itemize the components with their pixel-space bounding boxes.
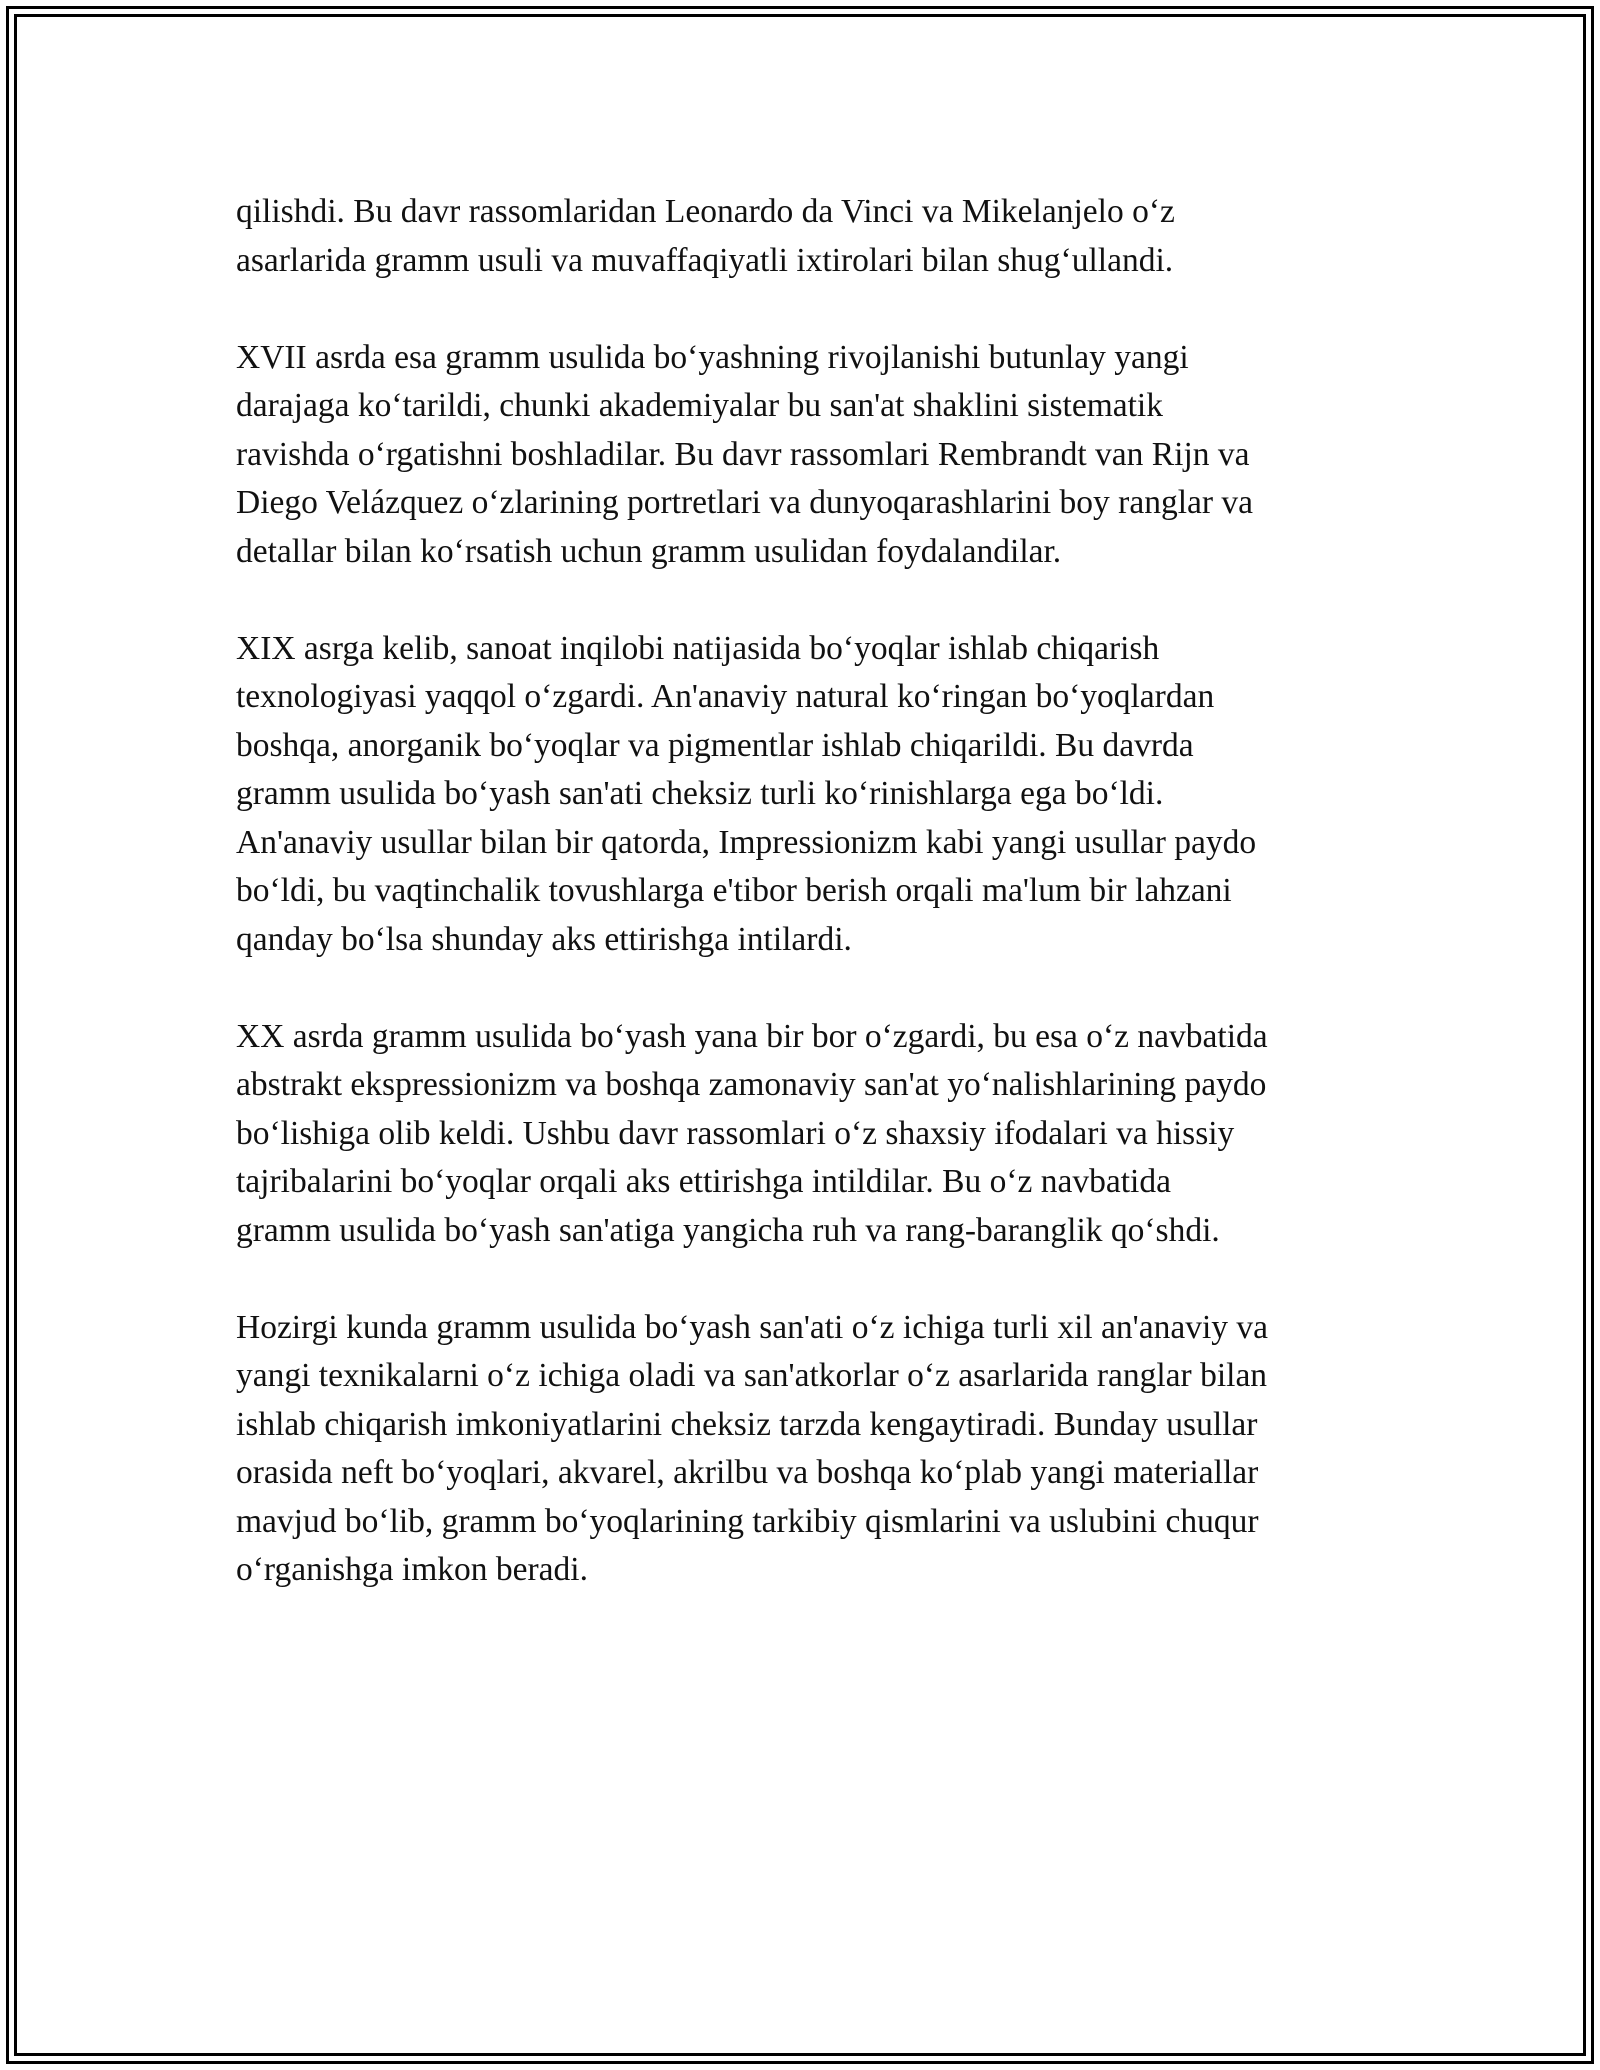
paragraph-2	[236, 334, 1376, 577]
text-line: qilishdi. Bu davr rassomlaridan Leonardo da Vinci va Mikelanjelo o‘z	[236, 193, 1175, 230]
text-line: gramm usulida bo‘yash san'ati cheksiz turli ko‘rinishlarga ega bo‘ldi.	[236, 775, 1164, 812]
text-line: An'anaviy usullar bilan bir qatorda, Impressionizm kabi yangi usullar paydo	[236, 823, 1257, 861]
text-line: o‘rganishga imkon beradi.	[236, 1551, 588, 1588]
text-line: orasida neft bo‘yoqlari, akvarel, akrilbu va boshqa ko‘plab yangi materiallar	[236, 1454, 1259, 1491]
text-line: bo‘ldi, bu vaqtinchalik tovushlarga e'tibor berish orqali ma'lum bir lahzani	[236, 872, 1232, 909]
paragraph-1	[236, 188, 1376, 285]
text-line: ishlab chiqarish imkoniyatlarini cheksiz tarzda kengaytiradi. Bunday usullar	[236, 1405, 1258, 1443]
text-line: detallar bilan ko‘rsatish uchun gramm usulidan foydalandilar.	[236, 532, 1062, 570]
document-body	[236, 188, 1376, 1643]
text-line: qanday bo‘lsa shunday aks ettirishga intilardi.	[236, 920, 852, 958]
paragraph-5	[236, 1304, 1376, 1595]
text-line: asarlarida gramm usuli va muvaffaqiyatli ixtirolari bilan shug‘ullandi.	[236, 241, 1174, 279]
text-line: yangi texnikalarni o‘z ichiga oladi va san'atkorlar o‘z asarlarida ranglar bilan	[236, 1357, 1268, 1394]
text-line: Diego Velázquez o‘zlarining portretlari va dunyoqarashlarini boy ranglar va	[236, 484, 1254, 521]
text-line: mavjud bo‘lib, gramm bo‘yoqlarining tarkibiy qismlarini va uslubini chuqur	[236, 1502, 1259, 1540]
text-line: darajaga ko‘tarildi, chunki akademiyalar bu san'at shaklini sistematik	[236, 387, 1163, 424]
text-line: gramm usulida bo‘yash san'atiga yangicha ruh va rang-baranglik qo‘shdi.	[236, 1211, 1220, 1249]
text-line: bo‘lishiga olib keldi. Ushbu davr rassomlari o‘z shaxsiy ifodalari va hissiy	[236, 1114, 1235, 1152]
text-line: texnologiyasi yaqqol o‘zgardi. An'anaviy natural ko‘ringan bo‘yoqlardan	[236, 678, 1215, 715]
paragraph-3	[236, 625, 1376, 965]
text-line: XIX asrga kelib, sanoat inqilobi natijasida bo‘yoqlar ishlab chiqarish	[236, 629, 1160, 667]
text-line: tajribalarini bo‘yoqlar orqali aks ettirishga intildilar. Bu o‘z navbatida	[236, 1163, 1171, 1200]
paragraph-4	[236, 1013, 1376, 1256]
text-line: abstrakt ekspressionizm va boshqa zamonaviy san'at yo‘nalishlarining paydo	[236, 1066, 1267, 1103]
text-line: boshqa, anorganik bo‘yoqlar va pigmentlar ishlab chiqarildi. Bu davrda	[236, 726, 1194, 764]
text-line: ravishda o‘rgatishni boshladilar. Bu davr rassomlari Rembrandt van Rijn va	[236, 435, 1250, 473]
text-line: XX asrda gramm usulida bo‘yash yana bir bor o‘zgardi, bu esa o‘z navbatida	[236, 1017, 1268, 1055]
text-line: XVII asrda esa gramm usulida bo‘yashning rivojlanishi butunlay yangi	[236, 338, 1189, 376]
text-line: Hozirgi kunda gramm usulida bo‘yash san'ati o‘z ichiga turli xil an'anaviy va	[236, 1308, 1269, 1346]
